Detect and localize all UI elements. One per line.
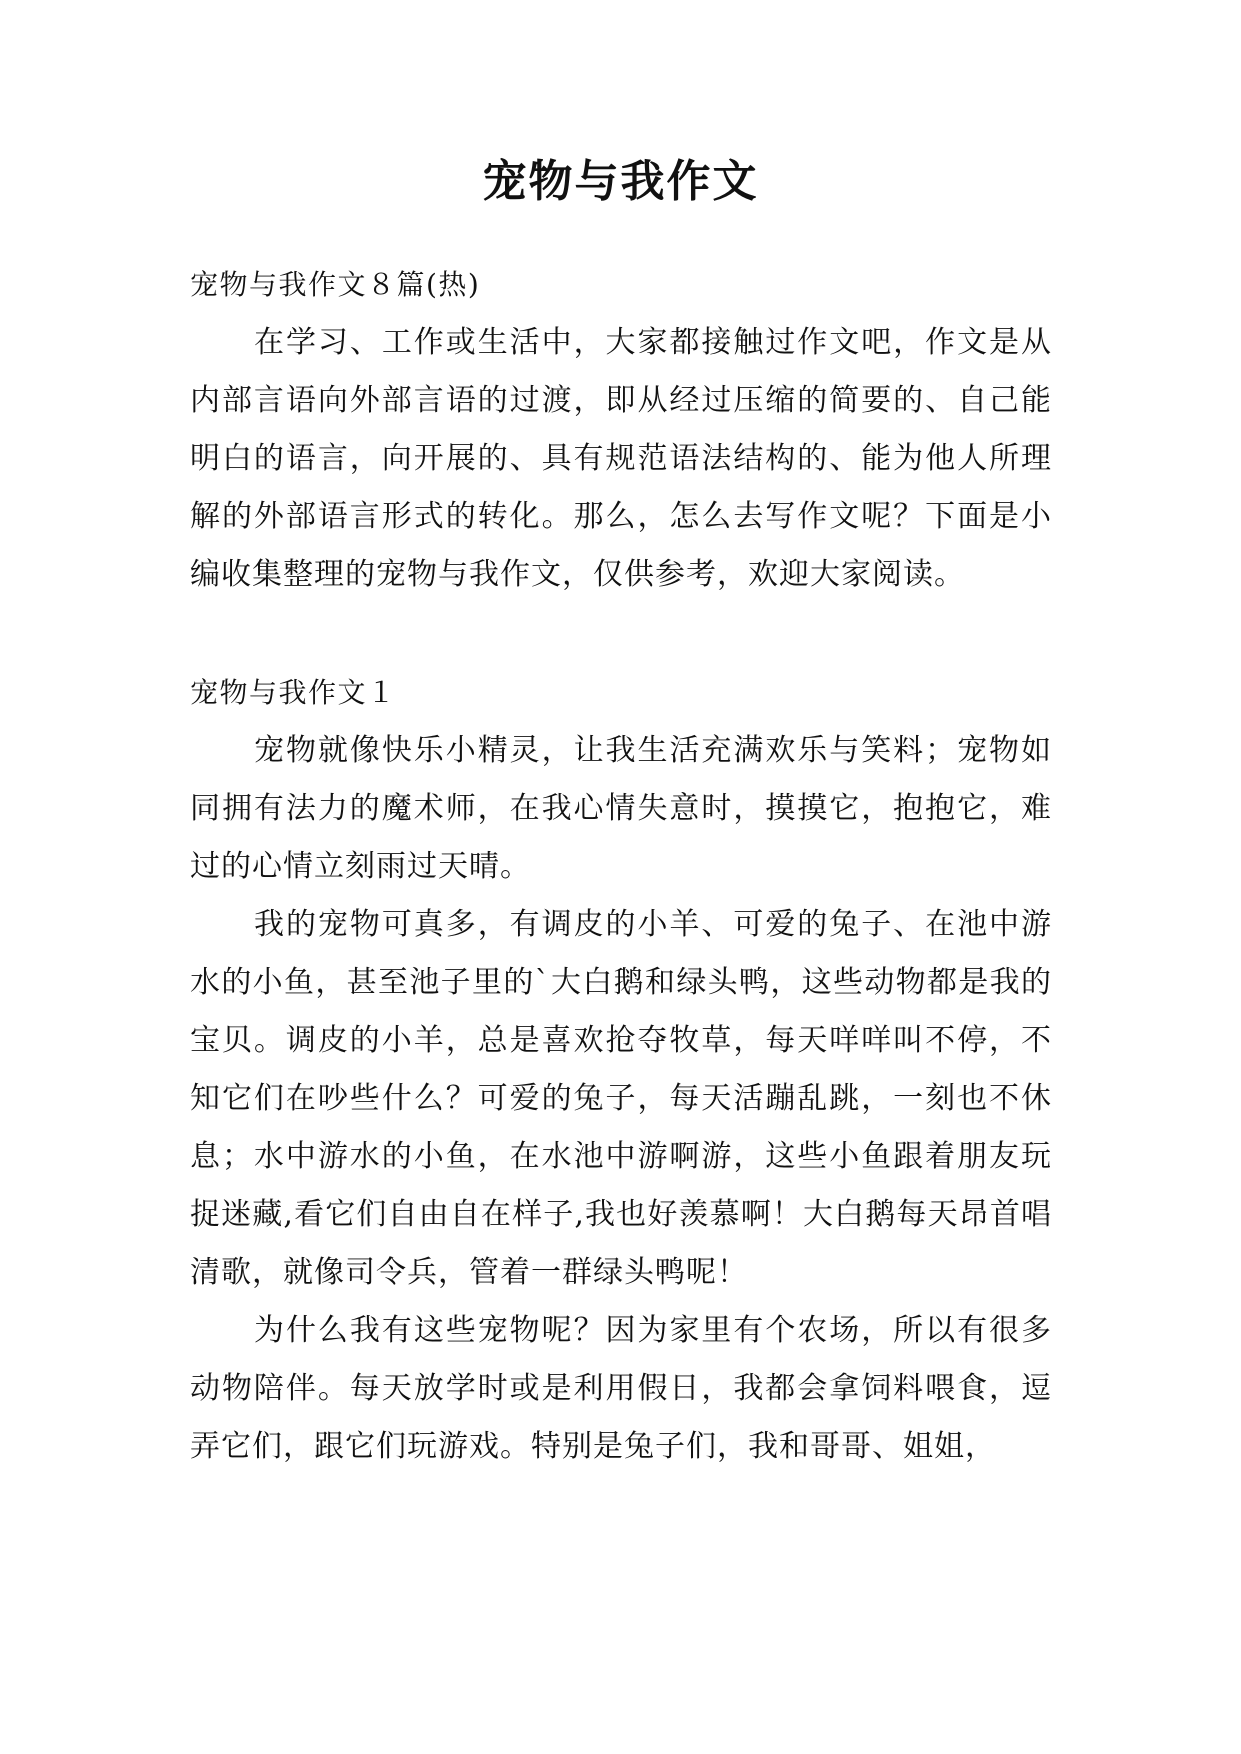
section-1-paragraph: 宠物就像快乐小精灵，让我生活充满欢乐与笑料；宠物如同拥有法力的魔术师，在我心情失意时，摸摸它，抱抱它，难过的心情立刻雨过天晴。 — [190, 733, 1052, 884]
section-1-heading: 宠物与我作文１ — [190, 676, 397, 709]
document-body — [190, 256, 1052, 1476]
section-spacer — [190, 604, 1052, 664]
section-1-paragraph: 我的宠物可真多，有调皮的小羊、可爱的兔子、在池中游水的小鱼，甚至池子里的`大白鹅和绿头鸭，这些动物都是我的宝贝。调皮的小羊，总是喜欢抢夺牧草，每天咩咩叫不停，不知它们在吵些什么？可爱的兔子，每天活蹦乱跳，一刻也不休息；水中游水的小鱼，在水池中游啊游，这些小鱼跟着朋友玩捉迷藏,看它们自由自在样子,我也好羡慕啊！大白鹅每天昂首唱清歌，就像司令兵，管着一群绿头鸭呢！ — [190, 907, 1052, 1290]
section-1-paragraph: 为什么我有这些宠物呢？因为家里有个农场，所以有很多动物陪伴。每天放学时或是利用假日，我都会拿饲料喂食，逗弄它们，跟它们玩游戏。特别是兔子们，我和哥哥、姐姐， — [190, 1313, 1052, 1464]
document-title: 宠物与我作文 — [482, 156, 759, 207]
intro-heading: 宠物与我作文８篇(热) — [190, 268, 481, 301]
intro-paragraph: 在学习、工作或生活中，大家都接触过作文吧，作文是从内部言语向外部言语的过渡，即从经过压缩的简要的、自己能明白的语言，向开展的、具有规范语法结构的、能为他人所理解的外部语言形式的转化。那么，怎么去写作文呢？下面是小编收集整理的宠物与我作文，仅供参考，欢迎大家阅读。 — [190, 325, 1052, 592]
